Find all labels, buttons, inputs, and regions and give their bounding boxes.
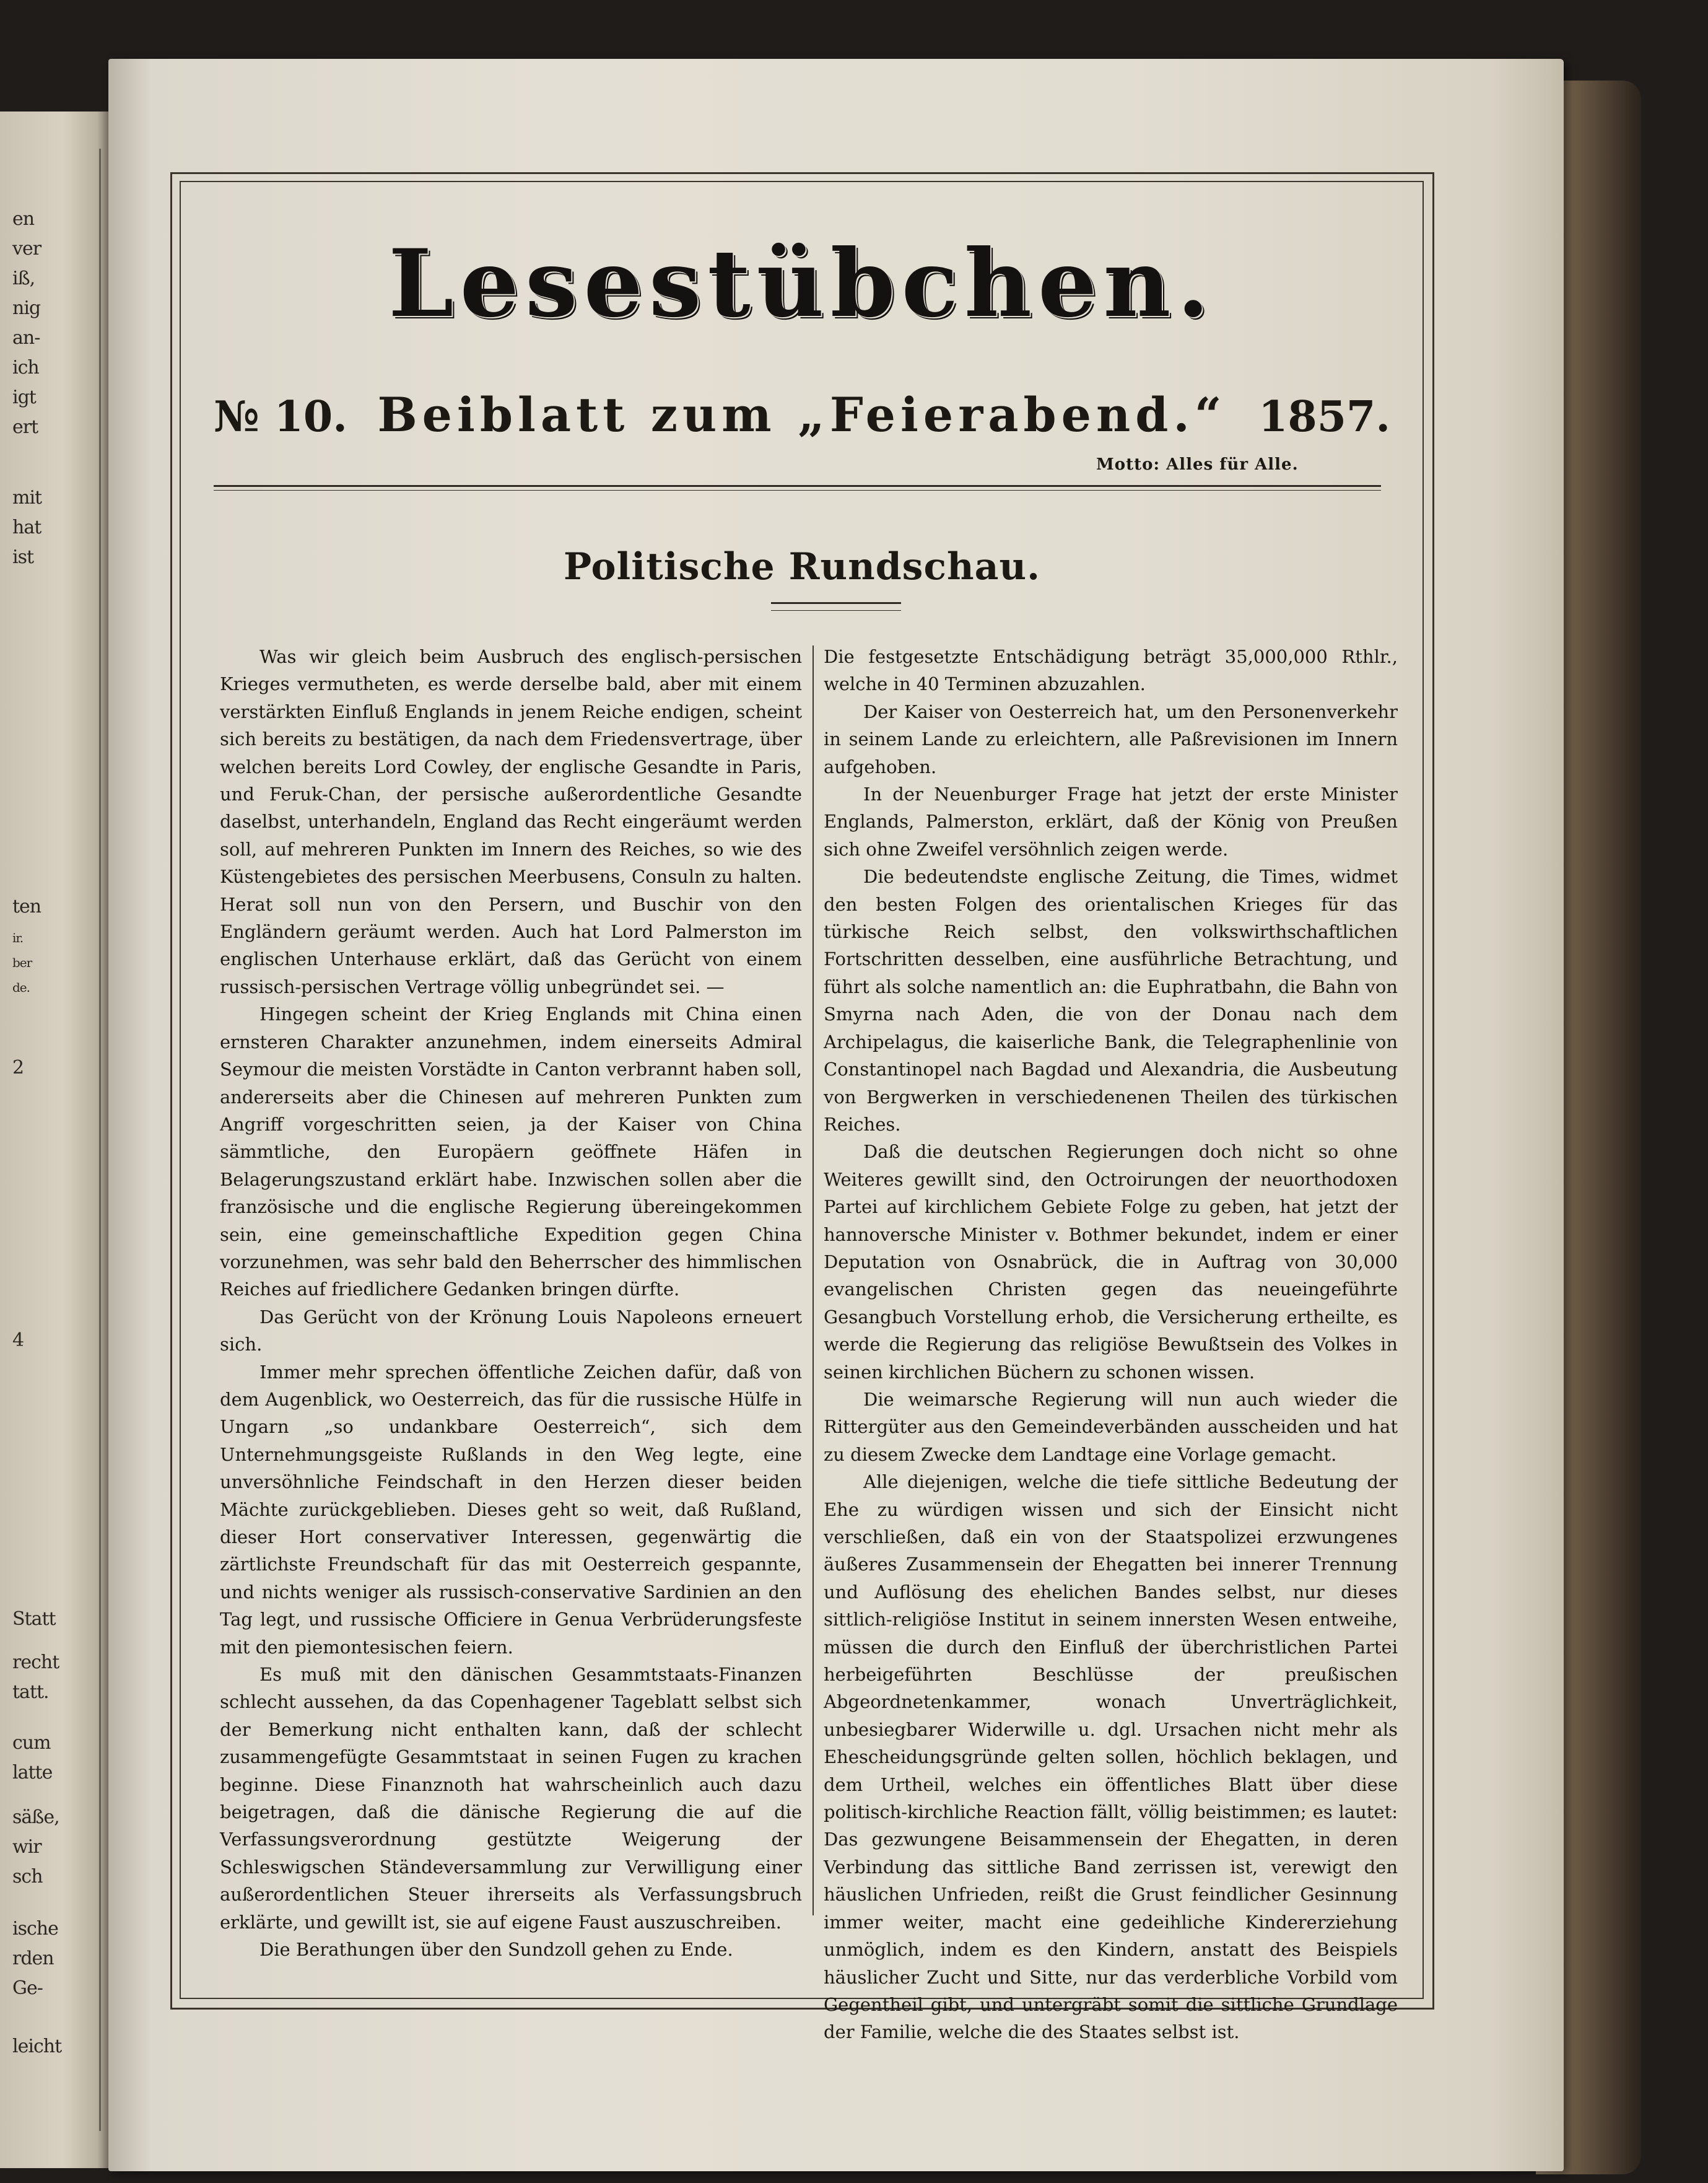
paragraph: Immer mehr sprechen öffentliche Zeichen dafür, daß von dem Augenblick, wo Oesterreich, das für die russische Hülfe in Ungarn „so undankbare Oesterreich“, sich dem Unternehmungsgeiste Rußlands in den Weg legte, eine unversöhnliche Feindschaft in den Herzen dieser beiden Mächte zurückgeblieben. Dieses geht so weit, daß Rußland, dieser Hort conservativer Interessen, gegenwärtig die zärtlichste Freundschaft für das mit Oesterreich gespannte, und nichts weniger als russisch-conservative Sardinien an den Tag legt, und russische Officiere in Genua Verbrüderungsfeste mit den piemontesischen feiern. bbox=[220, 1361, 802, 1658]
left-text-fragment: de. bbox=[12, 980, 30, 995]
left-text-fragment: ber bbox=[12, 955, 32, 970]
left-text-fragment: ist bbox=[12, 546, 34, 568]
issue-number: № 10. bbox=[214, 392, 347, 442]
left-text-fragment: ert bbox=[12, 416, 38, 438]
paragraph: Es muß mit den dänischen Gesammtstaats-Finanzen schlecht aussehen, da das Copenhagener Tageblatt selbst sich der Bemerkung nicht enthalten kann, daß der schlecht zusammengefügte Gesammtstaat in seinen Fugen zu krachen beginne. Diese Finanznoth hat wahrscheinlich auch dazu beigetragen, daß die dänische Regierung die auf die Verfassungsverordnung gestützte Weigerung der Schleswigschen Ständeversammlung zur Verwilligung einer außerordentlichen Steuer ihrerseits als Verfassungsbruch erklärte, und gewillt ist, sie auf eigene Faust auszuschreiben. bbox=[220, 1664, 802, 1933]
masthead-info-row bbox=[214, 387, 1390, 455]
left-text-fragment: säße, bbox=[12, 1806, 59, 1828]
paragraph: Alle diejenigen, welche die tiefe sittliche Bedeutung der Ehe zu würdigen wissen und sich der Einsicht nicht verschließen, daß ein von der Staatspolizei erzwungenes äußeres Zusammensein der Ehegatten bei innerer Trennung und Auflösung des ehelichen Bandes selbst, nur dieses sittlich-religiöse Institut in seinem innersten Wesen entweihe, müssen die durch den Einfluß der überchristlichen Partei herbeigeführten Beschlüsse der preußischen Abgeordnetenkammer, wonach Unverträglichkeit, unbesiegbarer Widerwille u. dgl. Ursachen nicht mehr als Ehescheidungsgründe gelten sollen, höchlich beklagen, und dem Urtheil, welches ein öffentliches Blatt über diese politisch-kirchliche Reaction fällt, völlig beistimmen; es lautet: Das gezwungene Beisammensein der Ehegatten, in deren Verbindung das sittliche Band zerrissen ist, verewigt den häuslichen Unfrieden, reißt die Grust feindlicher Gesinnung immer weiter, macht eine gedeihliche Kindererziehung unmöglich, indem es den Kindern, anstatt des Beispiels häuslicher Zucht und Sitte, nur das verderbliche Vorbild vom Gegentheil gibt, und untergräbt somit die sittliche Grundlage der Familie, welche die des Staates selbst ist. bbox=[824, 1471, 1398, 2043]
left-text-fragment: mit bbox=[12, 487, 42, 509]
left-text-fragment: cum bbox=[12, 1732, 51, 1754]
left-text-fragment: wir bbox=[12, 1836, 41, 1858]
left-text-fragment: an- bbox=[12, 327, 40, 349]
left-text-fragment: Ge- bbox=[12, 1977, 43, 1999]
header-rule bbox=[214, 485, 1381, 487]
left-text-fragment: latte bbox=[12, 1762, 53, 1783]
left-text-fragment: ten bbox=[12, 896, 41, 917]
article-column-right bbox=[824, 643, 1398, 2046]
left-text-fragment: iß, bbox=[12, 268, 35, 289]
article-column-left bbox=[220, 643, 802, 1964]
paragraph: Die festgesetzte Entschädigung beträgt 35,000,000 Rthlr., welche in 40 Terminen abzuzahlen. bbox=[824, 646, 1398, 695]
paragraph: Das Gerücht von der Krönung Louis Napoleons erneuert sich. bbox=[220, 1306, 802, 1355]
issue-year: 1857. bbox=[1258, 392, 1390, 442]
masthead-title: Lesestübchen. bbox=[388, 229, 1216, 338]
masthead-motto: Motto: Alles für Alle. bbox=[1096, 455, 1299, 474]
left-text-fragment: en bbox=[12, 208, 35, 230]
paragraph: Hingegen scheint der Krieg Englands mit China einen ernsteren Charakter anzunehmen, indem einerseits Admiral Seymour die meisten Vorstädte in Canton verbrannt haben soll, andererseits aber die Chinesen auf mehreren Punkten zum Angriff vorgeschritten seien, ja der Kaiser von China sämmtliche, den Europäern geöffnete Häfen in Belagerungszustand erklärt habe. Inzwischen sollen aber die französische und die englische Regierung übereingekommen sein, eine gemeinschaftliche Expedition gegen China vorzunehmen, was sehr bald den Beherrscher des himmlischen Reiches auf friedlichere Gedanken bringen dürfte. bbox=[220, 1004, 802, 1300]
left-text-fragment: leicht bbox=[12, 2036, 62, 2057]
left-text-fragment: Statt bbox=[12, 1608, 56, 1630]
left-text-fragment: recht bbox=[12, 1651, 59, 1673]
left-text-fragment: ich bbox=[12, 357, 39, 378]
paragraph: Der Kaiser von Oesterreich hat, um den Personenverkehr in seinem Lande zu erleichtern, alle Paßrevisionen im Innern aufgehoben. bbox=[824, 701, 1398, 777]
left-text-fragment: ische bbox=[12, 1918, 58, 1940]
left-text-fragment: tatt. bbox=[12, 1681, 49, 1703]
section-title-ornament bbox=[771, 602, 901, 611]
left-page-edge bbox=[0, 112, 115, 2168]
paragraph: Die bedeutendste englische Zeitung, die Times, widmet den besten Folgen des orientalischen Krieges für das türkische Reich selbst, den volkswirthschaftlichen Fortschritten desselben, eine ausführliche Betrachtung, und führt als solche namentlich an: die Euphratbahn, die Bahn von Smyrna nach Aden, die von der Donau nach dem Archipelagus, die kaiserliche Bank, die Telegraphenlinie von Constantinopel nach Bagdad und Alexandria, die Ausbeutung von Bergwerken in verschiedenenen Theilen des türkischen Reiches. bbox=[824, 866, 1398, 1135]
left-text-fragment: rden bbox=[12, 1948, 54, 1969]
left-text-fragment: hat bbox=[12, 517, 41, 538]
header-rule-thin bbox=[214, 490, 1381, 491]
left-text-fragment: 4 bbox=[12, 1329, 24, 1351]
paragraph: Die Berathungen über den Sundzoll gehen zu Ende. bbox=[259, 1939, 733, 1961]
paragraph: Daß die deutschen Regierungen doch nicht so ohne Weiteres gewillt sind, den Octroirungen der neuorthodoxen Partei auf kirchlichem Gebiete Folge zu geben, hat jetzt der hannoversche Minister v. Bothmer bekundet, indem er einer Deputation von Osnabrück, die in Auftrag von 30,000 evangelischen Christen gegen das neueingeführte Gesangbuch Vorstellung erhob, die Versicherung ertheilte, es werde die Regierung das religiöse Bewußtsein des Volkes in seinen kirchlichen Büchern zu schonen wissen. bbox=[824, 1141, 1398, 1383]
left-text-fragment: ir. bbox=[12, 930, 24, 945]
masthead-subtitle: Beiblatt zum „Feierabend.“ bbox=[377, 387, 1227, 442]
left-text-fragment: 2 bbox=[12, 1057, 24, 1078]
left-text-fragment: igt bbox=[12, 387, 36, 408]
paragraph: Was wir gleich beim Ausbruch des englisch-persischen Krieges vermutheten, es werde derselbe bald, aber mit einem verstärkten Einfluß Englands in jenem Reiche endigen, scheint sich bereits zu bestätigen, da nach dem Friedensvertrage, über welchen bereits Lord Cowley, der englische Gesandte in Paris, und Feruk-Chan, der persische außerordentliche Gesandte daselbst, unterhandeln, England das Recht eingeräumt werden soll, auf mehreren Punkten im Innern des Reiches, so wie des Küstengebietes des persischen Meerbusens, Consuln zu halten. Herat soll nun von den Persern, und Buschir von den Engländern geräumt werden. Auch hat Lord Palmerston im englischen Unterhause erklärt, daß das Gerücht von einem russisch-persischen Vertrage völlig unbegründet sei. — bbox=[220, 646, 802, 997]
left-text-fragment: ver bbox=[12, 238, 41, 260]
paragraph: In der Neuenburger Frage hat jetzt der erste Minister Englands, Palmerston, erklärt, daß der König von Preußen sich ohne Zweifel versöhnlich zeigen werde. bbox=[824, 784, 1398, 860]
left-text-fragment: sch bbox=[12, 1866, 43, 1888]
left-page-column-rule bbox=[99, 149, 101, 2131]
section-title: Politische Rundschau. bbox=[563, 545, 1040, 588]
left-text-fragment: nig bbox=[12, 297, 41, 319]
column-divider bbox=[813, 645, 814, 1915]
paragraph: Die weimarsche Regierung will nun auch wieder die Rittergüter aus den Gemeindeverbänden ausscheiden und hat zu diesem Zwecke dem Landtage eine Vorlage gemacht. bbox=[824, 1388, 1398, 1465]
